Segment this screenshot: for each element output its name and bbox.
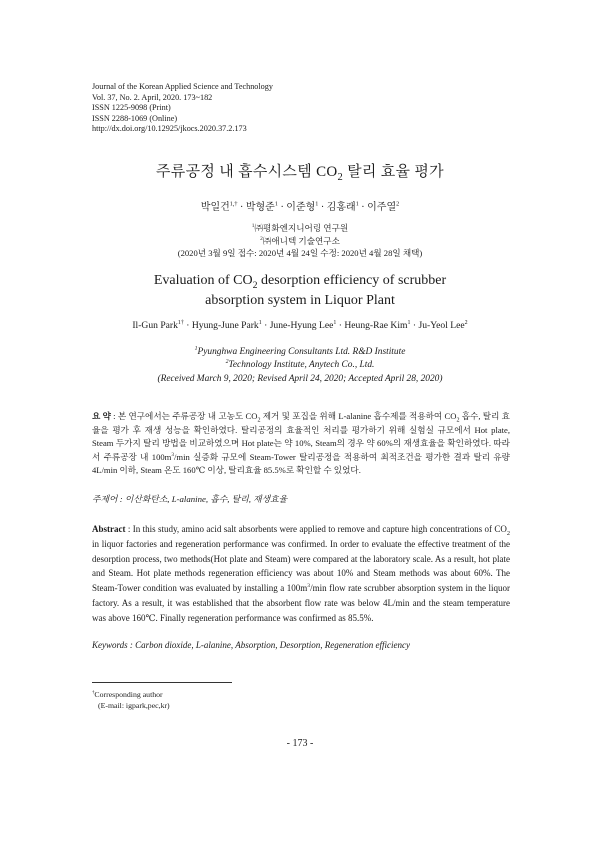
author-ko: 박형준$^1$	[245, 200, 278, 213]
author-email: (E-mail: igpark,pec,kr)	[98, 701, 170, 710]
issn-online: ISSN 2288-1069 (Online)	[92, 113, 178, 123]
author-en: June-Hyung Lee$^1$	[269, 319, 337, 331]
title-en-line1: Evaluation of $CO_2$ desorption efficiency of scrubber	[153, 273, 447, 291]
author-ko: 박일건$^{1,\dagger}$	[200, 200, 238, 213]
doi-link[interactable]: http://dx.doi.org/10.12925/jkocs.2020.37.2.173	[92, 124, 247, 134]
dates-korean: (2020년 3월 9일 접수: 2020년 4월 24일 수정: 2020년 4월 28일 채택)	[177, 248, 423, 259]
authors-korean: 박일건$^{1,\dagger}$ · 박형준$^1$ · 이준형$^1$ · 김홍래$^1$ · 이주열$^2$	[200, 200, 400, 213]
affiliation-en: $^1$Pyunghwa Engineering Consultants Ltd. R&D Institute	[194, 345, 406, 357]
journal-volume: Vol. 37, No. 2. April, 2020. 173~182	[92, 92, 213, 102]
author-en: Hyung-June Park$^1$	[191, 319, 262, 331]
journal-name: Journal of the Korean Applied Science and Technology	[92, 82, 273, 91]
footnote-divider	[92, 682, 232, 683]
author-en: Ju-Yeol Lee$^2$	[418, 319, 468, 331]
author-ko: 이주열$^2$	[367, 200, 400, 213]
affiliation-ko: $^2$㈜애니텍 기술연구소	[260, 235, 340, 246]
footnote	[92, 689, 170, 711]
corresponding-author: †Corresponding author	[92, 690, 163, 699]
authors-english: Il-Gun Park$^{1\dagger}$ · Hyung-June Park$^1$ · June-Hyung Lee$^1$ · Heung-Rae Kim$^1$ · Ju-Yeol Lee$^2$	[132, 319, 468, 331]
abstract-ko-label: 요 약	[92, 411, 111, 421]
abstract-english: Abstract : In this study, amino acid salt absorbents were applied to remove and capture high concentrations of $CO_2$ in liquor factories and regeneration performance was confirmed. In order to evaluate the effective treatment of the desorption process, two methods(Hot plate and Steam) were compared at the laboratory scale. As a result, hot plate and Steam. Hot plate methods regeneration efficiency was about 10% and Steam methods was about 60%. The Steam-Tower condition was evaluated by installing a $100m^3/\min$ flow rate scrubber absorption system in the liquor factory. As a result, it was established that the absorbent flow rate was below 4L/min and the steam temperature was above 160℃. Finally regeneration performance was confirmed as 85.5%.	[92, 524, 510, 623]
page-number: - 173 -	[286, 738, 314, 749]
keywords-english: Keywords : Carbon dioxide, L-alanine, Absorption, Desorption, Regeneration efficiency	[92, 640, 410, 650]
abstract-en-label: Abstract	[92, 524, 126, 534]
affiliations-english	[0, 346, 600, 386]
issn-print: ISSN 1225-9098 (Print)	[92, 103, 171, 113]
dagger-mark: †	[92, 690, 95, 696]
author-ko: 이준형$^1$	[286, 200, 319, 213]
affiliation-ko: $^1$㈜평화엔지니어링 연구원	[251, 223, 349, 233]
author-ko: 김홍래$^1$	[326, 200, 359, 213]
title-en-line2: absorption system in Liquor Plant	[205, 293, 395, 308]
title-english	[0, 271, 600, 311]
dates-english: (Received March 9, 2020; Revised April 24, 2020; Accepted April 28, 2020)	[157, 373, 443, 384]
journal-info	[92, 82, 273, 135]
abstract-korean: 요 약 : 본 연구에서는 주류공장 내 고농도 $CO_2$ 제거 및 포집을 위해 L-alanine 흡수제를 적용하여 $CO_2$ 흡수, 탈리 효율을 평가 후 재생 성능을 확인하였다. 탈리공정의 효율적인 처리를 평가하기 위해 실험실 규모에서 Hot plate, Steam 두가지 탈리 방법을 비교하였으며 Hot plate는 약 10%, Steam의 경우 약 60%의 재생효율을 확인하였다. 따라서 주류공장 내 $100m^3/\min$ 실증화 규모에 Steam-Tower 탈리공정을 적용하여 최적조건을 평가한 결과 탈리 유량 4L/min 이하, Steam 온도 160℃ 이상, 탈리효율 85.5%로 확인할 수 있었다.	[92, 411, 510, 476]
keywords-korean: 주제어 : 이산화탄소, L-alanine, 흡수, 탈리, 재생효율	[92, 494, 288, 504]
author-en: Il-Gun Park$^{1\dagger}$	[132, 319, 184, 331]
title-korean: 주류공정 내 흡수시스템 $CO_2$ 탈리 효율 평가	[156, 164, 444, 183]
affiliation-en: $^2$Technology Institute, Anytech Co., Ltd.	[225, 359, 375, 371]
affiliations-korean	[0, 222, 600, 260]
author-en: Heung-Rae Kim$^1$	[344, 319, 411, 331]
